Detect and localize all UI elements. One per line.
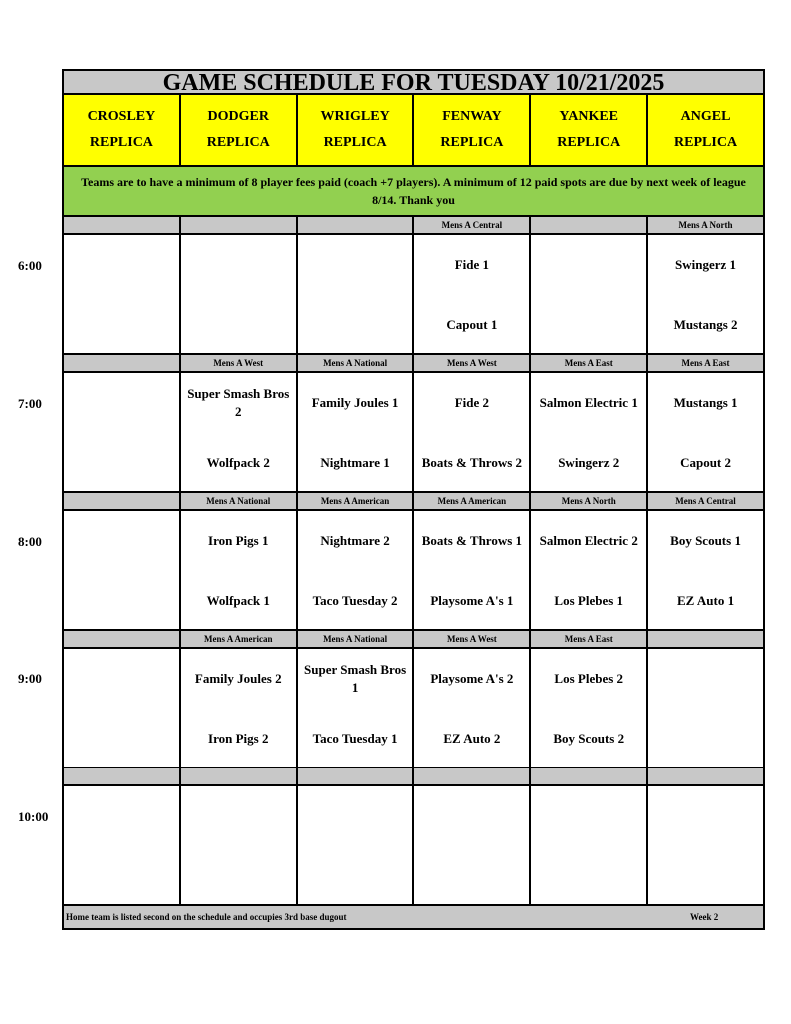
field-sub: REPLICA bbox=[440, 135, 504, 150]
away-team bbox=[648, 794, 763, 838]
division-label: Mens A North bbox=[531, 493, 648, 509]
away-team bbox=[531, 243, 646, 287]
division-row-6pm bbox=[64, 217, 763, 235]
home-team: Los Plebes 1 bbox=[554, 593, 624, 608]
game-cell bbox=[298, 511, 415, 629]
division-label bbox=[181, 217, 298, 233]
division-label: Mens A East bbox=[531, 355, 648, 371]
game-cell bbox=[298, 649, 415, 767]
division-label: Mens A West bbox=[181, 355, 298, 371]
time-label-6pm: 6:00 bbox=[18, 258, 42, 273]
away-team: Family Joules 2 bbox=[194, 671, 282, 686]
home-team bbox=[181, 854, 296, 898]
game-cell bbox=[181, 511, 298, 629]
division-label bbox=[298, 768, 415, 784]
home-team bbox=[531, 854, 646, 898]
away-team: Fide 2 bbox=[454, 395, 490, 410]
fee-notice: Teams are to have a minimum of 8 player fees paid (coach +7 players). A minimum of 12 paid spots are due by next week of league 8/14. Thank you bbox=[64, 167, 763, 217]
home-team: Boats & Throws 2 bbox=[421, 455, 523, 470]
game-cell bbox=[64, 786, 181, 904]
game-cell bbox=[414, 235, 531, 353]
division-label bbox=[64, 493, 181, 509]
field-sub: REPLICA bbox=[557, 135, 621, 150]
field-name: FENWAY bbox=[442, 109, 502, 124]
games-row-6pm bbox=[64, 235, 763, 355]
division-label bbox=[414, 768, 531, 784]
away-team: Nightmare 2 bbox=[320, 533, 390, 548]
home-team bbox=[298, 854, 413, 898]
away-team bbox=[531, 794, 646, 838]
game-cell bbox=[64, 649, 181, 767]
division-label: Mens A East bbox=[681, 358, 730, 368]
away-team: Fide 1 bbox=[454, 257, 490, 272]
game-cell bbox=[648, 786, 763, 904]
division-label bbox=[531, 768, 648, 784]
away-team bbox=[64, 381, 179, 425]
field-sub: REPLICA bbox=[323, 135, 387, 150]
time-label-9pm: 9:00 bbox=[18, 671, 42, 686]
field-header-fenway bbox=[414, 95, 531, 165]
home-team: EZ Auto 1 bbox=[677, 593, 735, 608]
field-header-yankee bbox=[531, 95, 648, 165]
time-label-8pm: 8:00 bbox=[18, 534, 42, 549]
division-label: Mens A West bbox=[414, 631, 531, 647]
away-team: Super Smash Bros 1 bbox=[304, 662, 407, 695]
division-label bbox=[64, 768, 181, 784]
home-team bbox=[648, 717, 763, 761]
game-cell bbox=[531, 511, 648, 629]
division-label: Mens A National bbox=[298, 631, 415, 647]
away-team bbox=[181, 243, 296, 287]
division-label bbox=[64, 631, 181, 647]
game-cell bbox=[64, 373, 181, 491]
division-label bbox=[181, 768, 298, 784]
division-label bbox=[64, 217, 181, 233]
division-label bbox=[298, 217, 415, 233]
division-label: Mens A American bbox=[181, 631, 298, 647]
away-team: Salmon Electric 1 bbox=[539, 395, 638, 410]
home-team: Taco Tuesday 2 bbox=[312, 593, 398, 608]
away-team: Los Plebes 2 bbox=[554, 671, 624, 686]
home-team-note: Home team is listed second on the schedule and occupies 3rd base dugout bbox=[66, 912, 347, 922]
division-label: Mens A East bbox=[531, 631, 648, 647]
game-cell bbox=[298, 786, 415, 904]
home-team bbox=[64, 579, 179, 623]
game-cell bbox=[181, 649, 298, 767]
home-team: Swingerz 2 bbox=[558, 455, 620, 470]
game-cell bbox=[414, 373, 531, 491]
game-cell bbox=[648, 649, 763, 767]
home-team: Wolfpack 2 bbox=[206, 455, 270, 470]
home-team bbox=[64, 854, 179, 898]
game-cell bbox=[64, 511, 181, 629]
field-name: ANGEL bbox=[680, 109, 731, 124]
field-header-row bbox=[64, 95, 763, 167]
game-cell bbox=[181, 786, 298, 904]
games-row-10pm bbox=[64, 786, 763, 906]
home-team bbox=[64, 441, 179, 485]
home-team: Capout 1 bbox=[446, 317, 498, 332]
away-team: Swingerz 1 bbox=[675, 257, 737, 272]
away-team bbox=[64, 243, 179, 287]
home-team bbox=[648, 854, 763, 898]
games-row-8pm bbox=[64, 511, 763, 631]
division-label: Mens A American bbox=[414, 493, 531, 509]
away-team bbox=[181, 794, 296, 838]
time-label-10pm: 10:00 bbox=[18, 809, 49, 824]
game-cell bbox=[64, 235, 181, 353]
home-team: Iron Pigs 2 bbox=[208, 731, 269, 746]
field-header-crosley bbox=[64, 95, 181, 165]
away-team: Family Joules 1 bbox=[311, 395, 399, 410]
field-name: YANKEE bbox=[559, 109, 619, 124]
away-team bbox=[298, 794, 413, 838]
game-cell bbox=[531, 786, 648, 904]
game-cell bbox=[298, 373, 415, 491]
division-label bbox=[64, 355, 181, 371]
home-team: Nightmare 1 bbox=[320, 455, 390, 470]
game-cell bbox=[181, 373, 298, 491]
game-cell bbox=[531, 649, 648, 767]
home-team: Capout 2 bbox=[680, 455, 732, 470]
home-team: Taco Tuesday 1 bbox=[312, 731, 398, 746]
division-label: Mens A North bbox=[678, 220, 733, 230]
game-cell bbox=[414, 786, 531, 904]
field-header-dodger bbox=[181, 95, 298, 165]
schedule-title: GAME SCHEDULE FOR TUESDAY 10/21/2025 bbox=[64, 71, 763, 95]
field-name: WRIGLEY bbox=[320, 109, 390, 124]
footer-bar bbox=[64, 906, 763, 928]
away-team: Playsome A's 2 bbox=[430, 671, 514, 686]
home-team bbox=[414, 854, 529, 898]
home-team bbox=[531, 303, 646, 347]
games-row-7pm bbox=[64, 373, 763, 493]
field-header-angel bbox=[648, 95, 763, 165]
division-row-7pm bbox=[64, 355, 763, 373]
field-sub: REPLICA bbox=[89, 135, 153, 150]
home-team: EZ Auto 2 bbox=[443, 731, 501, 746]
away-team: Boy Scouts 1 bbox=[670, 533, 741, 548]
schedule-table bbox=[62, 69, 765, 930]
week-label: Week 2 bbox=[690, 912, 719, 922]
game-cell bbox=[414, 649, 531, 767]
home-team: Playsome A's 1 bbox=[430, 593, 514, 608]
away-team bbox=[64, 794, 179, 838]
away-team bbox=[298, 243, 413, 287]
home-team: Wolfpack 1 bbox=[206, 593, 270, 608]
game-cell bbox=[648, 235, 763, 353]
home-team bbox=[64, 303, 179, 347]
division-label bbox=[648, 631, 763, 647]
away-team: Mustangs 1 bbox=[673, 395, 738, 410]
away-team: Iron Pigs 1 bbox=[208, 533, 269, 548]
game-cell bbox=[531, 235, 648, 353]
division-label: Mens A American bbox=[298, 493, 415, 509]
game-cell bbox=[414, 511, 531, 629]
game-cell bbox=[298, 235, 415, 353]
field-sub: REPLICA bbox=[206, 135, 270, 150]
division-label: Mens A National bbox=[298, 355, 415, 371]
division-label: Mens A Central bbox=[414, 217, 531, 233]
away-team: Super Smash Bros 2 bbox=[187, 386, 290, 419]
away-team bbox=[64, 657, 179, 701]
division-label bbox=[648, 768, 763, 784]
division-row-9pm bbox=[64, 631, 763, 649]
home-team bbox=[298, 303, 413, 347]
away-team: Boats & Throws 1 bbox=[421, 533, 523, 548]
division-label: Mens A West bbox=[414, 355, 531, 371]
home-team: Mustangs 2 bbox=[673, 317, 738, 332]
away-team bbox=[64, 519, 179, 563]
game-cell bbox=[181, 235, 298, 353]
field-name: CROSLEY bbox=[87, 109, 156, 124]
division-label bbox=[531, 217, 648, 233]
division-label: Mens A National bbox=[181, 493, 298, 509]
time-label-7pm: 7:00 bbox=[18, 396, 42, 411]
home-team: Boy Scouts 2 bbox=[553, 731, 625, 746]
home-team bbox=[181, 303, 296, 347]
division-row-10pm bbox=[64, 768, 763, 786]
games-row-9pm bbox=[64, 649, 763, 769]
field-sub: REPLICA bbox=[674, 135, 738, 150]
division-label: Mens A Central bbox=[675, 496, 736, 506]
game-cell bbox=[531, 373, 648, 491]
game-cell bbox=[648, 373, 763, 491]
away-team bbox=[414, 794, 529, 838]
division-row-8pm bbox=[64, 493, 763, 511]
field-header-wrigley bbox=[298, 95, 415, 165]
home-team bbox=[64, 717, 179, 761]
away-team: Salmon Electric 2 bbox=[539, 533, 638, 548]
field-name: DODGER bbox=[207, 109, 269, 124]
away-team bbox=[648, 657, 763, 701]
game-cell bbox=[648, 511, 763, 629]
